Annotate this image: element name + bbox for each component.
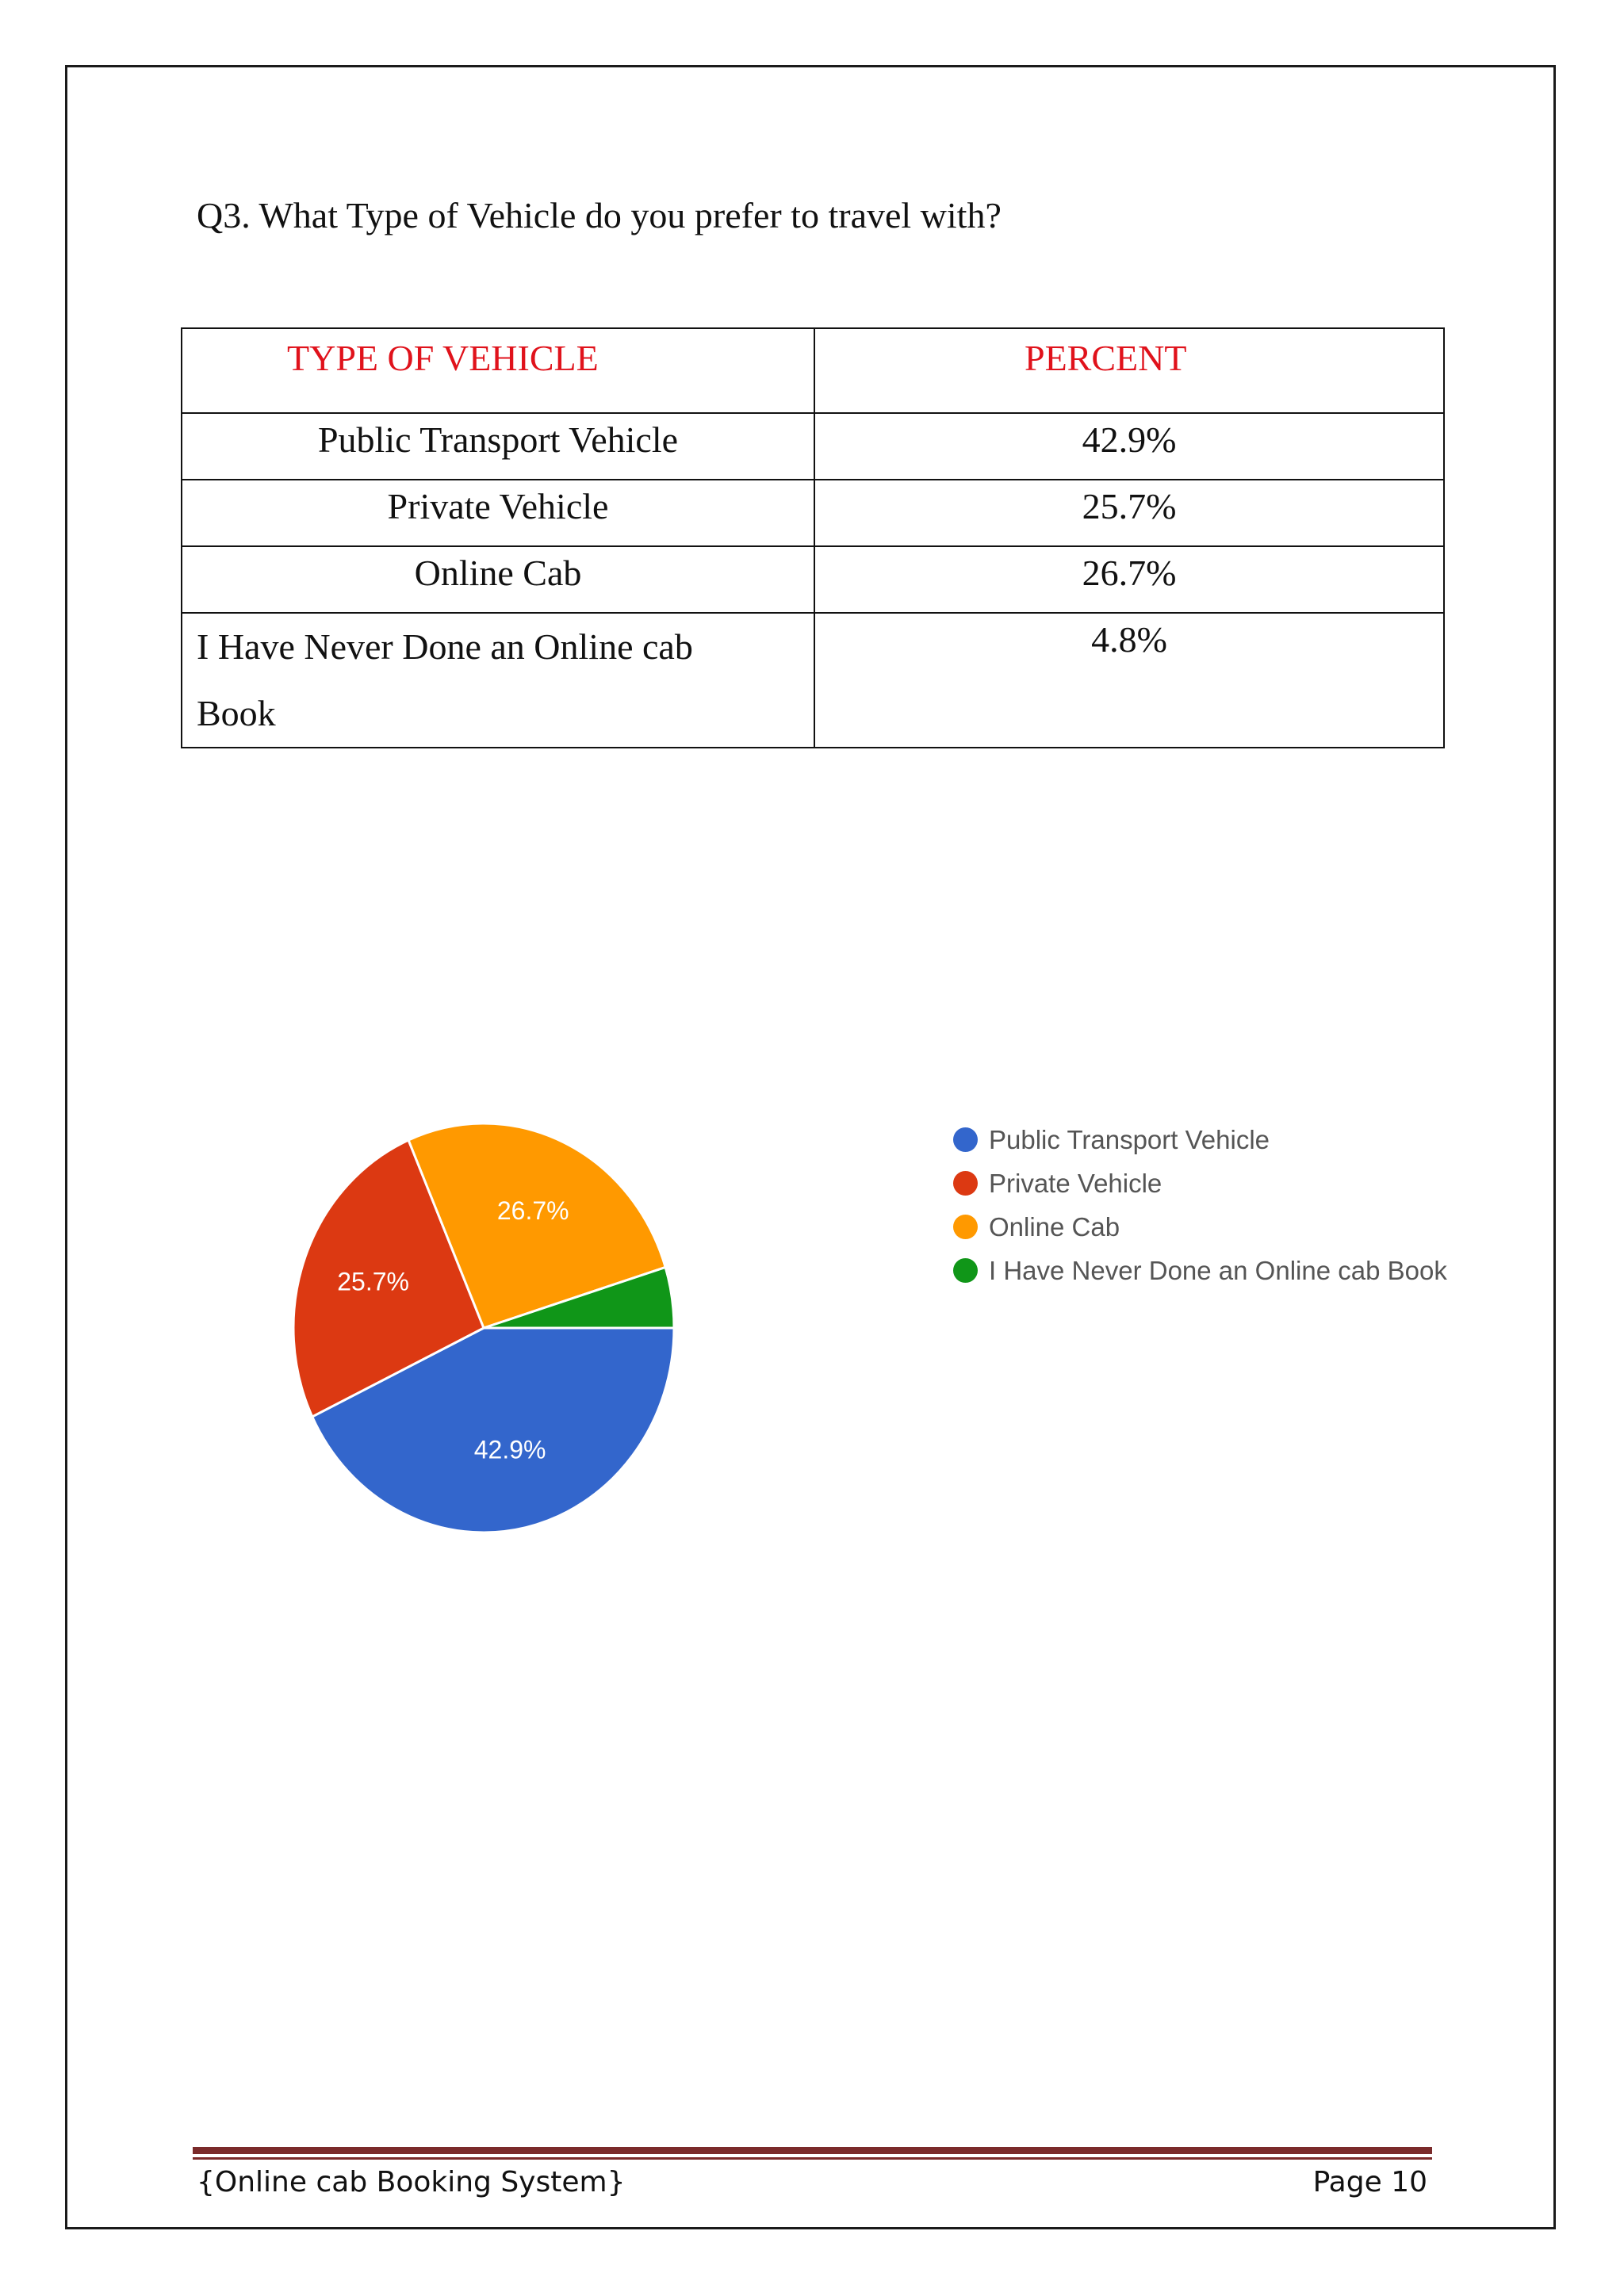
legend-label: Online Cab (989, 1211, 1120, 1242)
legend-item (953, 1205, 1447, 1249)
legend-label: I Have Never Done an Online cab Book (989, 1255, 1447, 1285)
footer-rule (193, 2147, 1432, 2154)
table-row (182, 413, 1444, 480)
table-row (182, 613, 1444, 748)
page-number: Page 10 (1312, 2166, 1427, 2198)
footer-rule-thin (193, 2157, 1432, 2160)
question-heading: Q3. What Type of Vehicle do you prefer to travel with? (197, 195, 1002, 235)
cell-percent: 42.9% (814, 413, 1444, 480)
table-row (182, 480, 1444, 546)
cell-type: Private Vehicle (182, 480, 814, 546)
cell-type: I Have Never Done an Online cab Book (182, 613, 814, 748)
pie-data-label: 42.9% (473, 1435, 546, 1464)
pie-chart (270, 1110, 682, 1554)
header-cell-percent: PERCENT (814, 328, 1444, 413)
legend-swatch (953, 1215, 978, 1239)
cell-type: Public Transport Vehicle (182, 413, 814, 480)
table-header-row (182, 328, 1444, 413)
legend-swatch (953, 1171, 978, 1196)
legend-item (953, 1161, 1447, 1205)
header-cell-type: TYPE OF VEHICLE (182, 328, 814, 413)
legend-label: Public Transport Vehicle (989, 1124, 1270, 1154)
pie-data-label: 25.7% (337, 1267, 409, 1296)
legend-swatch (953, 1258, 978, 1283)
cell-percent: 26.7% (814, 546, 1444, 613)
cell-percent: 25.7% (814, 480, 1444, 546)
pie-data-label: 26.7% (496, 1196, 569, 1226)
footer-title: {Online cab Booking System} (197, 2166, 626, 2198)
cell-percent: 4.8% (814, 613, 1444, 748)
vehicle-table (181, 327, 1445, 748)
legend-swatch (953, 1127, 978, 1152)
legend-item (953, 1118, 1447, 1161)
chart-legend (953, 1118, 1447, 1292)
legend-item (953, 1249, 1447, 1292)
table-row (182, 546, 1444, 613)
legend-label: Private Vehicle (989, 1168, 1162, 1198)
cell-type: Online Cab (182, 546, 814, 613)
